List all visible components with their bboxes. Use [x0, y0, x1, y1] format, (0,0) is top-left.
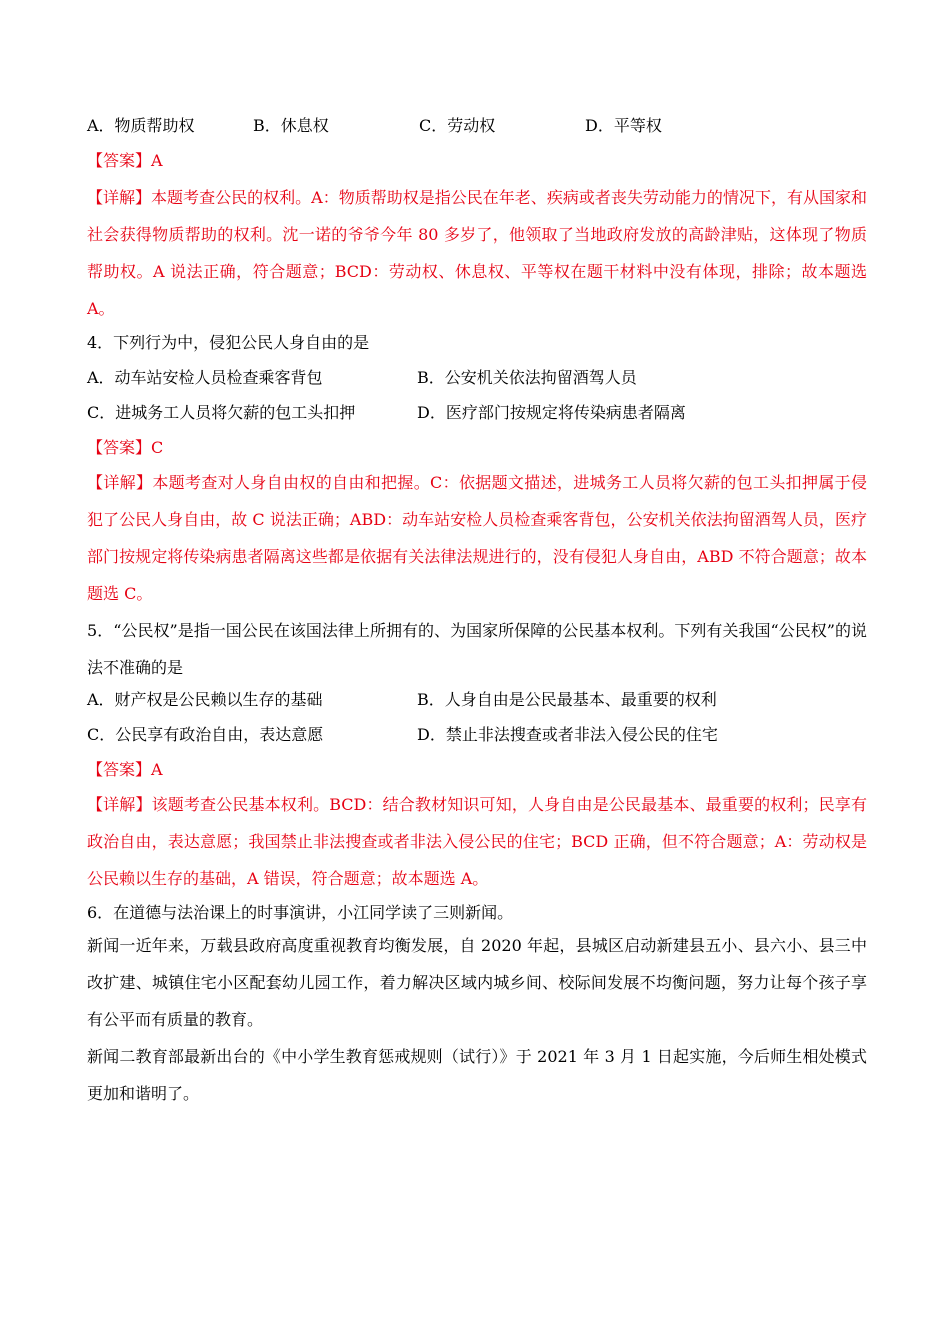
q4-option-a: A．动车站安检人员检查乘客背包	[87, 368, 323, 387]
q5-answer: 【答案】A	[87, 760, 163, 779]
q5-option-c: C．公民享有政治自由，表达意愿	[87, 725, 324, 744]
q3-option-d: D．平等权	[585, 116, 662, 135]
q4-option-d: D．医疗部门按规定将传染病患者隔离	[417, 403, 686, 422]
q4-stem: 4．下列行为中，侵犯公民人身自由的是	[87, 333, 370, 352]
document-page	[87, 110, 867, 1112]
q5-options-row-2	[87, 723, 867, 747]
q5-option-b: B．人身自由是公民最基本、最重要的权利	[417, 690, 717, 709]
q5-option-d: D．禁止非法搜查或者非法入侵公民的住宅	[417, 725, 718, 744]
q5-options-row-1	[87, 688, 867, 712]
q3-option-b: B．休息权	[253, 116, 329, 135]
q6-stem: 6．在道德与法治课上的时事演讲，小江同学读了三则新闻。	[87, 903, 514, 922]
q4-answer: 【答案】C	[87, 438, 164, 457]
q3-options	[87, 114, 867, 138]
q4-options-row-2	[87, 401, 867, 425]
q3-detail: 【详解】本题考查公民的权利。A：物质帮助权是指公民在年老、疾病或者丧失劳动能力的情况下，有从国家和社会获得物质帮助的权利。沈一诺的爷爷今年 80 多岁了，他领取了当地政府发放的高龄津贴，这体现了物质帮助权。A 说法正确，符合题意；BCD：劳动权、休息权、平等权在题干材料中没有体现，排除；故本题选 A。	[87, 188, 867, 318]
q5-detail: 【详解】该题考查公民基本权利。BCD：结合教材知识可知，人身自由是公民最基本、最重要的权利；民享有政治自由，表达意愿；我国禁止非法搜查或者非法入侵公民的住宅；BCD 正确，但不符合题意；A：劳动权是公民赖以生存的基础，A 错误，符合题意；故本题选 A。	[87, 795, 867, 888]
q4-detail: 【详解】本题考查对人身自由权的自由和把握。C：依据题文描述，进城务工人员将欠薪的包工头扣押属于侵犯了公民人身自由，故 C 说法正确；ABD：动车站安检人员检查乘客背包，公安机关依法拘留酒驾人员，医疗部门按规定将传染病患者隔离这些都是依据有关法律法规进行的，没有侵犯人身自由，ABD 不符合题意；故本题选 C。	[87, 473, 867, 603]
q4-option-c: C．进城务工人员将欠薪的包工头扣押	[87, 403, 356, 422]
q6-news-2: 新闻二教育部最新出台的《中小学生教育惩戒规则（试行）》于 2021 年 3 月 1 日起实施，今后师生相处模式更加和谐明了。	[87, 1047, 867, 1103]
q4-options-row-1	[87, 366, 867, 390]
q5-stem: 5．“公民权”是指一国公民在该国法律上所拥有的、为国家所保障的公民基本权利。下列有关我国“公民权”的说法不准确的是	[87, 621, 867, 677]
q6-news-1: 新闻一近年来，万载县政府高度重视教育均衡发展，自 2020 年起，县城区启动新建县五小、县六小、县三中改扩建、城镇住宅小区配套幼儿园工作，着力解决区域内城乡间、校际间发展不均衡问题，努力让每个孩子享有公平而有质量的教育。	[87, 936, 867, 1029]
q4-option-b: B．公安机关依法拘留酒驾人员	[417, 368, 637, 387]
q3-option-a: A．物质帮助权	[87, 116, 195, 135]
q3-answer: 【答案】A	[87, 151, 163, 170]
q5-option-a: A．财产权是公民赖以生存的基础	[87, 690, 323, 709]
q3-option-c: C．劳动权	[419, 116, 496, 135]
